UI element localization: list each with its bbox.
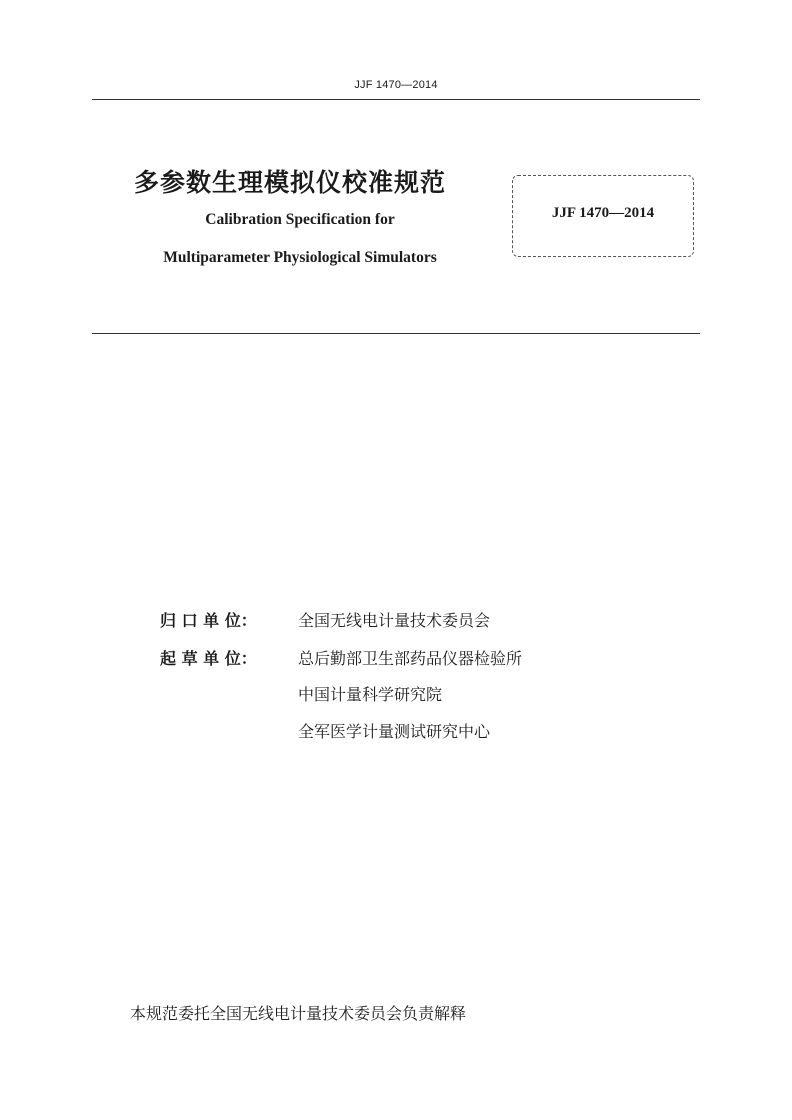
drafting-unit-label: 起 草 单 位： [160, 649, 257, 668]
title-chinese: 多参数生理模拟仪校准规范 [134, 168, 447, 197]
header-standard-code: JJF 1470—2014 [354, 79, 438, 91]
interpretation-note: 本规范委托全国无线电计量技术委员会负责解释 [130, 1004, 467, 1023]
responsible-unit-row [160, 608, 491, 632]
drafting-unit-row [160, 646, 523, 670]
responsible-unit-label: 归 口 单 位： [160, 611, 257, 630]
drafting-unit-value-2: 中国计量科学研究院 [298, 685, 443, 704]
standard-code-box-text: JJF 1470—2014 [551, 205, 655, 221]
title-english-line-1: Calibration Specification for [205, 211, 395, 228]
title-english-line-2: Multiparameter Physiological Simulators [163, 249, 437, 266]
top-divider [92, 99, 700, 100]
drafting-unit-value-3: 全军医学计量测试研究中心 [298, 722, 491, 741]
middle-divider [92, 333, 700, 334]
responsible-unit-value: 全国无线电计量技术委员会 [298, 611, 491, 630]
drafting-unit-value-1: 总后勤部卫生部药品仪器检验所 [298, 649, 523, 668]
